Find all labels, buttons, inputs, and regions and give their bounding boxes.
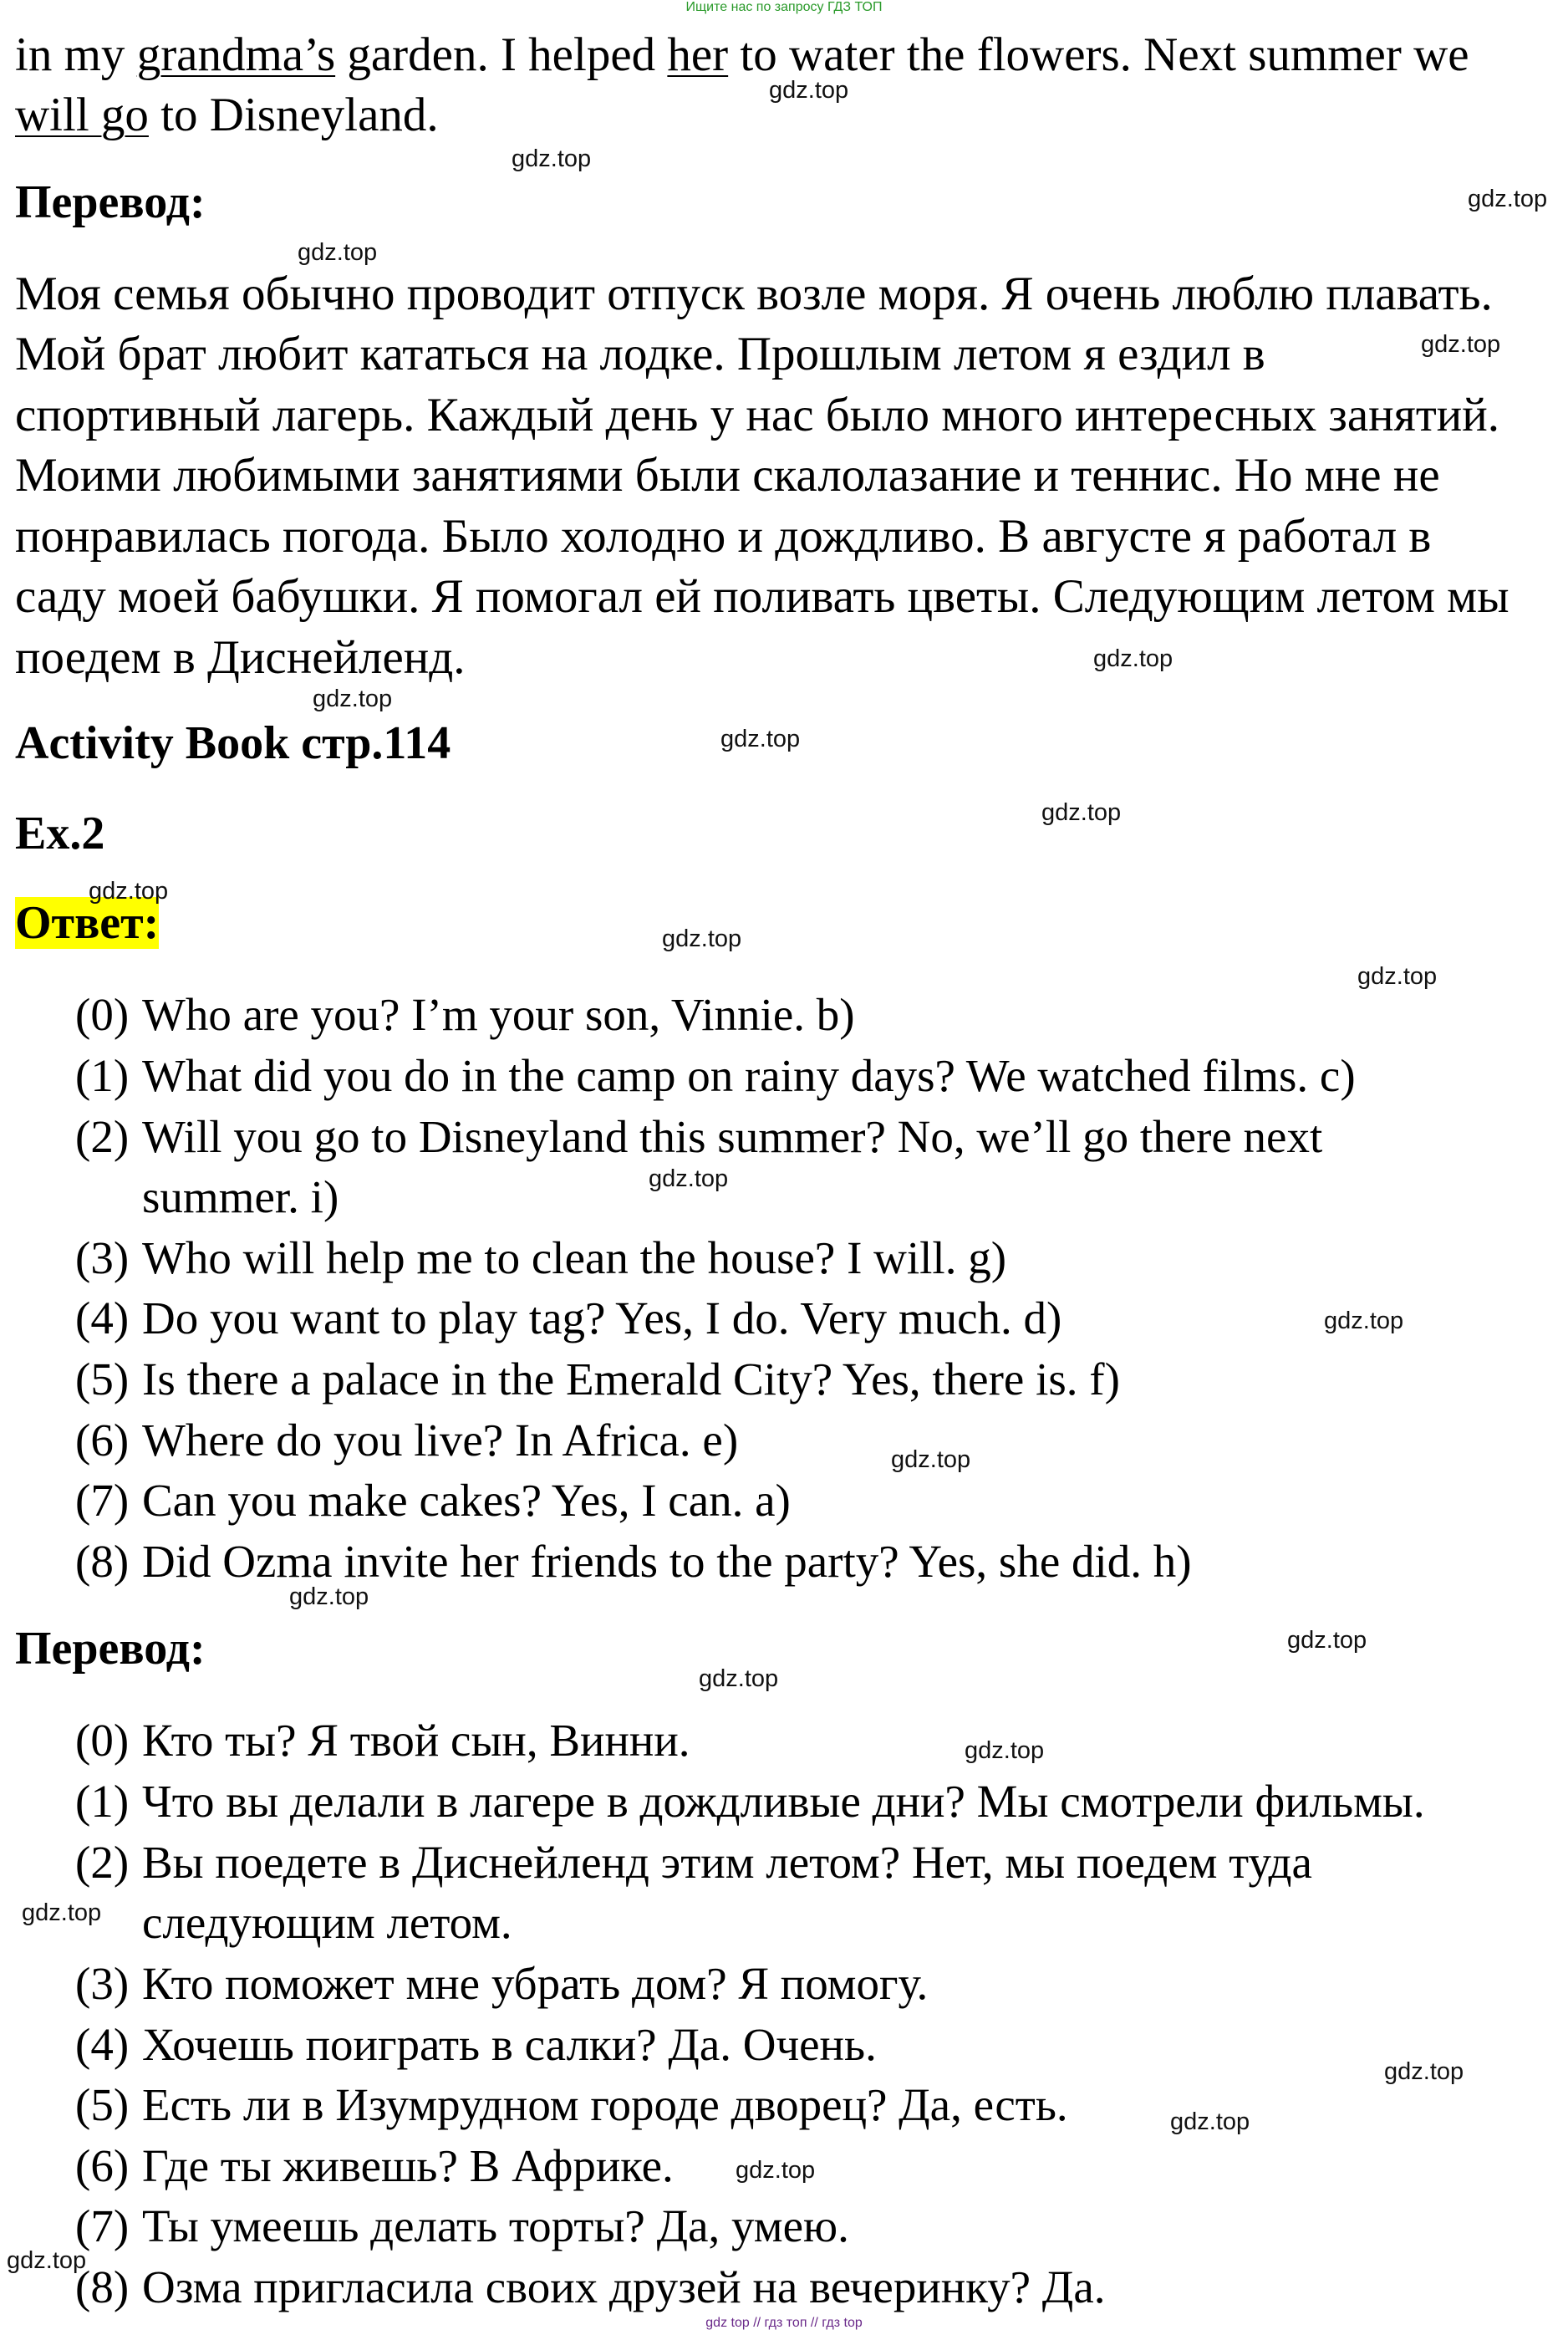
watermark: gdz.top bbox=[1421, 331, 1501, 358]
answer-item: (4) Do you want to play tag? Yes, I do. Very much. d) bbox=[75, 1292, 1062, 1343]
watermark: gdz.top bbox=[1324, 1308, 1404, 1334]
answer-item: (6) Where do you live? In Africa. e) bbox=[75, 1415, 739, 1466]
translation-1-line: Моими любимыми занятиями были скалолазание и теннис. Но мне не bbox=[15, 449, 1440, 502]
activity-heading: Activity Book стр.114 bbox=[15, 717, 451, 769]
answer-item: (1) What did you do in the camp on rainy days? We watched films. c) bbox=[75, 1050, 1356, 1101]
translation-1-line: Мой брат любит кататься на лодке. Прошлым летом я ездил в bbox=[15, 328, 1265, 380]
watermark: gdz.top bbox=[298, 239, 378, 266]
watermark: gdz.top bbox=[1041, 799, 1122, 826]
translation-1-line: поедем в Диснейленд. bbox=[15, 631, 466, 684]
translation-item: (1) Что вы делали в лагере в дождливые дни? Мы смотрели фильмы. bbox=[75, 1776, 1425, 1827]
answer-item: (3) Who will help me to clean the house? I will. g) bbox=[75, 1232, 1007, 1283]
watermark: gdz.top bbox=[736, 2157, 816, 2184]
translation-item-continuation: следующим летом. bbox=[142, 1897, 512, 1948]
translation-heading-1: Перевод: bbox=[15, 176, 206, 228]
watermark: gdz.top bbox=[313, 686, 393, 712]
translation-heading-2: Перевод: bbox=[15, 1623, 206, 1675]
watermark: gdz.top bbox=[1468, 186, 1548, 212]
translation-1-line: спортивный лагерь. Каждый день у нас было много интересных занятий. bbox=[15, 389, 1500, 441]
translation-item: (0) Кто ты? Я твой сын, Винни. bbox=[75, 1715, 690, 1766]
translation-item: (6) Где ты живешь? В Африке. bbox=[75, 2140, 674, 2191]
bottom-banner: gdz top // гдз топ // гдз top bbox=[705, 2316, 863, 2330]
exercise-heading: Ex.2 bbox=[15, 808, 105, 859]
translation-1-line: Моя семья обычно проводит отпуск возле моря. Я очень люблю плавать. bbox=[15, 268, 1493, 320]
watermark: gdz.top bbox=[89, 878, 169, 905]
translation-1-line: понравилась погода. Было холодно и дождливо. В августе я работал в bbox=[15, 510, 1432, 563]
translation-item: (2) Вы поедете в Диснейленд этим летом? Нет, мы поедем туда bbox=[75, 1837, 1312, 1888]
watermark: gdz.top bbox=[720, 726, 801, 752]
answer-item: (5) Is there a palace in the Emerald City? Yes, there is. f) bbox=[75, 1354, 1120, 1405]
watermark: gdz.top bbox=[662, 925, 742, 952]
answer-label: Ответ: bbox=[15, 897, 160, 949]
watermark: gdz.top bbox=[1357, 963, 1438, 990]
translation-item: (8) Озма пригласила своих друзей на вечеринку? Да. bbox=[75, 2261, 1106, 2312]
answer-item: (7) Can you make cakes? Yes, I can. a) bbox=[75, 1475, 791, 1526]
watermark: gdz.top bbox=[891, 1446, 971, 1473]
watermark: gdz.top bbox=[965, 1737, 1045, 1764]
answer-item-continuation: summer. i) bbox=[142, 1171, 339, 1222]
translation-item: (4) Хочешь поиграть в салки? Да. Очень. bbox=[75, 2019, 877, 2070]
watermark: gdz.top bbox=[7, 2247, 87, 2274]
watermark: gdz.top bbox=[22, 1899, 102, 1926]
answer-item: (8) Did Ozma invite her friends to the party? Yes, she did. h) bbox=[75, 1536, 1192, 1587]
watermark: gdz.top bbox=[512, 145, 592, 172]
translation-item: (7) Ты умеешь делать торты? Да, умею. bbox=[75, 2200, 849, 2251]
translation-1-line: саду моей бабушки. Я помогал ей поливать цветы. Следующим летом мы bbox=[15, 570, 1509, 623]
watermark: gdz.top bbox=[1287, 1627, 1367, 1654]
watermark: gdz.top bbox=[289, 1583, 369, 1610]
translation-item: (5) Есть ли в Изумрудном городе дворец? Да, есть. bbox=[75, 2079, 1068, 2130]
intro-line-1: in my grandma’s garden. I helped her to water the flowers. Next summer we bbox=[15, 28, 1469, 81]
translation-item: (3) Кто поможет мне убрать дом? Я помогу. bbox=[75, 1958, 929, 2009]
watermark: gdz.top bbox=[649, 1165, 729, 1192]
watermark: gdz.top bbox=[1170, 2108, 1250, 2135]
watermark: gdz.top bbox=[699, 1665, 779, 1692]
watermark: gdz.top bbox=[1384, 2058, 1464, 2085]
watermark: gdz.top bbox=[1093, 645, 1173, 672]
answer-item: (0) Who are you? I’m your son, Vinnie. b) bbox=[75, 989, 855, 1040]
top-banner: Ищите нас по запросу ГДЗ ТОП bbox=[685, 0, 883, 14]
watermark: gdz.top bbox=[769, 77, 849, 104]
intro-line-2: will go to Disneyland. bbox=[15, 89, 439, 141]
answer-item: (2) Will you go to Disneyland this summer? No, we’ll go there next bbox=[75, 1111, 1323, 1162]
